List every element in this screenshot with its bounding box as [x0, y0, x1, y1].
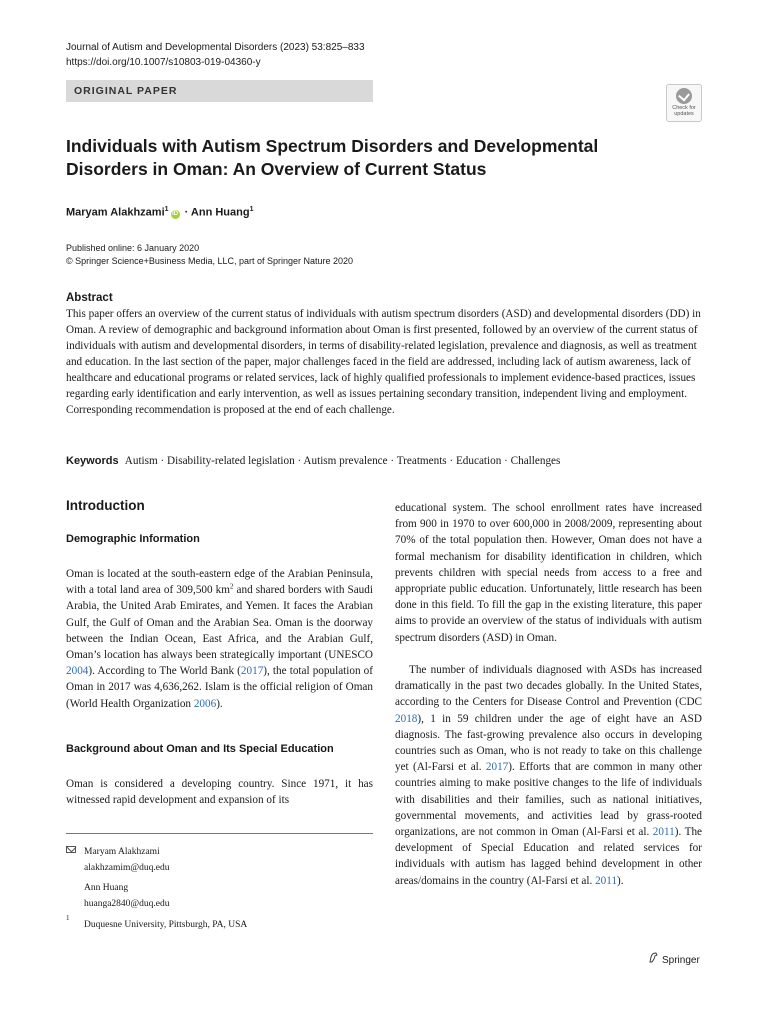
- para4-text-d: ). The development of Special Education and related services for individuals with autism has lagged behind development in other areas/domains in the country (Al-Farsi et al.: [395, 826, 702, 887]
- para4-text-c: ). Efforts that are common in many other countries aiming to make positive changes to the life of individuals with disabilities and their families, such as national initiatives, governmental movements, and activities lead by grass-rooted organizations, are not common in Oman (Al-Farsi et al.: [395, 761, 702, 839]
- check-for-updates-badge[interactable]: [666, 84, 702, 122]
- author-email-link[interactable]: huanga2840@duq.edu: [84, 899, 170, 909]
- citation-link[interactable]: 2011: [595, 874, 618, 887]
- footnote-divider: [66, 833, 373, 834]
- footnote-author: Maryam Alakhzami: [84, 847, 160, 857]
- published-date: Published online: 6 January 2020: [66, 243, 200, 253]
- subsection-heading-background: Background about Oman and Its Special Education: [66, 743, 334, 755]
- author-name[interactable]: Maryam Alakhzami: [66, 206, 165, 219]
- body-paragraph: [395, 662, 702, 889]
- keywords-text: Autism · Disability-related legislation · Autism prevalence · Treatments · Education · Challenges: [124, 455, 561, 467]
- publisher-logo: [648, 952, 700, 968]
- keywords-line: [66, 453, 560, 469]
- body-paragraph: educational system. The school enrollment rates have increased from 900 in 1970 to over 600,000 in 2008/2009, representing about 70% of the total population then. However, Oman does not have a formal mechanism for disability identification in children, which prevents children with special needs from access to a free and appropriate public education. Unfortunately, little research has been done in this field. To fill the gap in the existing literature, this paper aims to provide an overview of the status of individuals with autism spectrum disorders (ASD) in Oman.: [395, 502, 702, 644]
- citation-link[interactable]: 2017: [240, 665, 264, 678]
- paper-title: Individuals with Autism Spectrum Disorders and Developmental Disorders in Oman: An Overview of Current Status: [66, 136, 599, 179]
- section-heading-introduction: Introduction: [66, 498, 145, 513]
- author-separator: ·: [181, 206, 191, 219]
- paper-type-banner: ORIGINAL PAPER: [66, 80, 373, 102]
- subsection-heading-demographic: Demographic Information: [66, 533, 200, 545]
- citation-link[interactable]: 2017: [485, 761, 509, 774]
- citation-link[interactable]: 2006: [193, 697, 217, 710]
- doi-link[interactable]: https://doi.org/10.1007/s10803-019-04360-y: [66, 57, 261, 68]
- citation-link[interactable]: 2004: [66, 665, 89, 678]
- body-paragraph: [66, 566, 373, 712]
- journal-citation: Journal of Autism and Developmental Disorders (2023) 53:825–833: [66, 42, 365, 53]
- orcid-icon[interactable]: iD: [172, 210, 179, 217]
- affiliation-mark: 1: [249, 206, 254, 213]
- abstract-text: This paper offers an overview of the current status of individuals with autism spectrum disorders (ASD) and developmental disorders (DD) in Oman. A review of demographic and background information about Oman is first presented, followed by an overview of the current status of individuals with autism and developmental disorders, in terms of disability-related legislation, prevalence and diagnosis, as well as treatment and education. In the last section of the paper, major challenges faced in the field are addressed, including lack of autism awareness, lack of healthcare and educational programs or related services, lack of highly qualified professionals to implement evidence-based practices, issues regarding early identification and early intervention, as well as issues pertaining secondary transition, independent living and employment. Corresponding recommendation is proposed at the end of each challenge.: [66, 308, 701, 416]
- abstract-heading: Abstract: [66, 292, 113, 304]
- para1-text-e: ).: [216, 697, 223, 710]
- keywords-label: Keywords: [66, 455, 119, 467]
- citation-link[interactable]: 2011: [652, 826, 675, 839]
- footnote-mark: 1: [66, 914, 70, 922]
- para1-text-c: ). According to The World Bank (: [88, 665, 241, 678]
- check-for-updates-icon: [676, 88, 692, 104]
- para4-text-b: ), 1 in 59 children under the age of eight have an ASD diagnosis. The fast-growing prevalence also occurs in developing countries such as Oman, who is not ready to take on this challenge yet (Al-Farsi et al.: [395, 712, 702, 774]
- superscript: 2: [229, 582, 234, 591]
- citation-link[interactable]: 2018: [395, 712, 418, 725]
- para1-text-b: and shared borders with Saudi Arabia, the United Arab Emirates, and Yemen. It faces the Arabian Gulf, the Gulf of Oman and the Arabian Sea. Oman is the doorway between the Indian Ocean, East Africa, and the Arabian Gulf, Oman’s location has always been strategically important (UNESCO: [66, 584, 373, 662]
- affiliation-text: Duquesne University, Pittsburgh, PA, USA: [84, 920, 248, 930]
- body-paragraph: Oman is considered a developing country. Since 1971, it has witnessed rapid development and expansion of its: [66, 778, 373, 807]
- para4-text-a: The number of individuals diagnosed with ASDs has increased dramatically in the past two decades globally. In the United States, according to the Centers for Disease Control and Prevention (CDC: [395, 664, 702, 709]
- badge-line-2: updates: [674, 111, 694, 117]
- affiliation-mark: 1: [164, 206, 169, 213]
- author-name[interactable]: Ann Huang: [190, 206, 250, 219]
- springer-horse-icon: [648, 952, 659, 963]
- envelope-icon: [66, 846, 76, 853]
- copyright-line: © Springer Science+Business Media, LLC, part of Springer Nature 2020: [66, 256, 354, 266]
- badge-line-1: Check for: [672, 105, 696, 111]
- para1-text-a: Oman is located at the south-eastern edge of the Arabian Peninsula, with a total land area of 309,500 km: [66, 568, 373, 597]
- author-email-link[interactable]: alakhzamim@duq.edu: [84, 863, 170, 873]
- para1-text-d: ), the total population of Oman in 2017 was 4,636,262. Islam is the official religion of Oman (World Health Organization: [66, 665, 374, 710]
- publisher-name: Springer: [662, 955, 700, 966]
- para4-text-e: ).: [617, 874, 624, 887]
- author-list: [66, 202, 254, 221]
- footnote-author: Ann Huang: [84, 883, 129, 893]
